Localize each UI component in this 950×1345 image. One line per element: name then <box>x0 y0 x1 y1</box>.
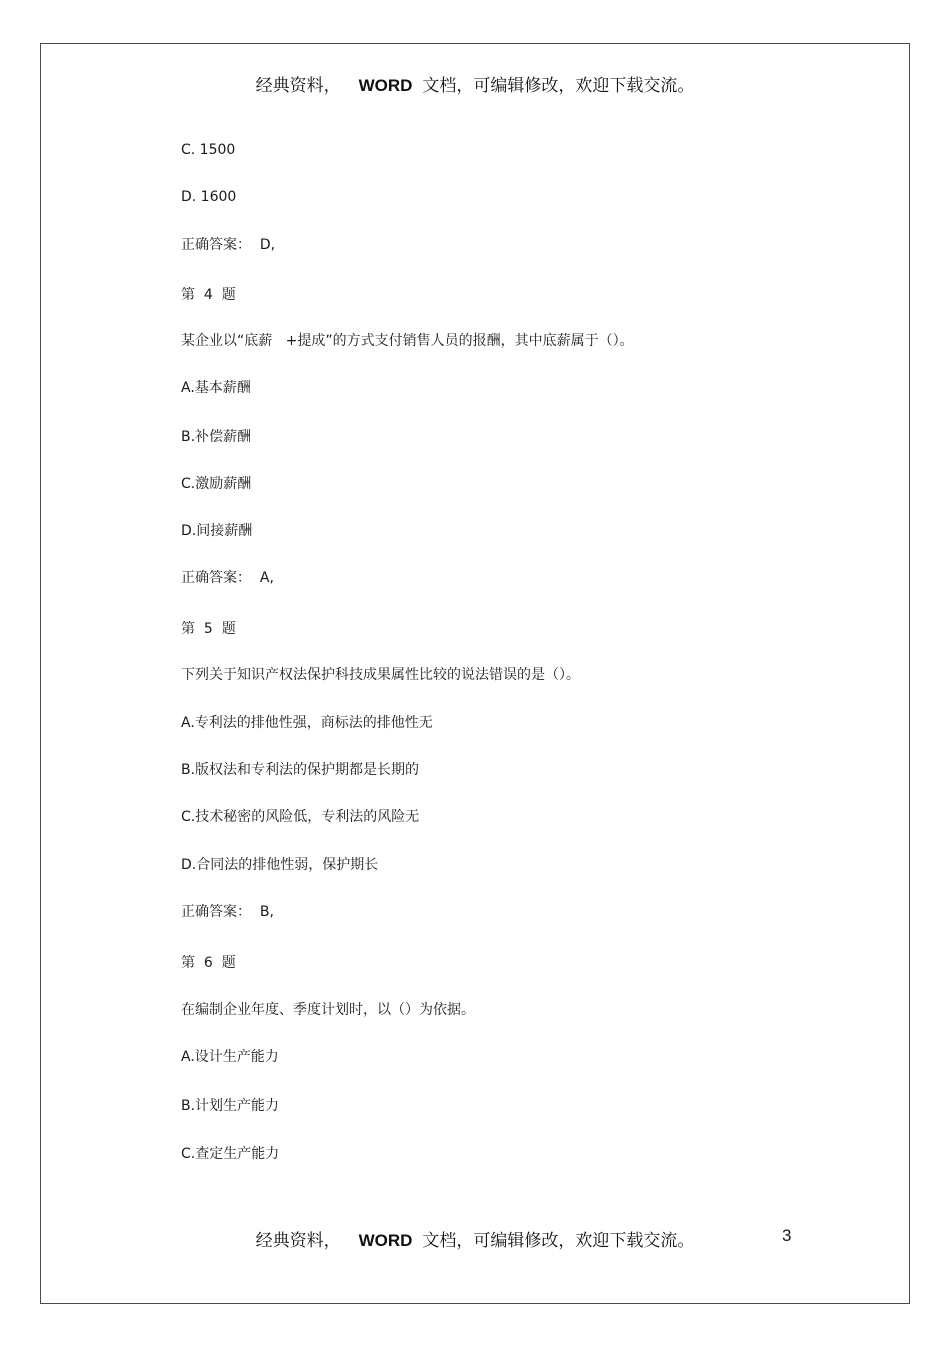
q3-option-d: D. 1600 <box>181 189 237 205</box>
footer-word: WORD <box>358 1231 413 1250</box>
q6-option-a: A.设计生产能力 <box>181 1049 279 1065</box>
header-suffix: 文档，可编辑修改，欢迎下载交流。 <box>422 76 695 96</box>
header-word: WORD <box>358 76 413 95</box>
q5-heading: 第 5 题 <box>181 621 236 637</box>
q5-answer: 正确答案： B, <box>181 904 274 920</box>
q3-option-c: C. 1500 <box>181 142 236 158</box>
page-footer <box>0 1226 950 1251</box>
q6-option-b: B.计划生产能力 <box>181 1098 280 1114</box>
q6-heading: 第 6 题 <box>181 955 236 971</box>
q6-option-c: C.查定生产能力 <box>181 1146 280 1162</box>
header-prefix: 经典资料， <box>255 76 341 96</box>
q4-heading: 第 4 题 <box>181 287 236 303</box>
q4-answer: 正确答案： A, <box>181 570 274 586</box>
q6-question: 在编制企业年度、季度计划时，以（）为依据。 <box>181 1002 475 1018</box>
footer-suffix: 文档，可编辑修改，欢迎下载交流。 <box>422 1231 695 1251</box>
q5-option-c: C.技术秘密的风险低，专利法的风险无 <box>181 809 420 825</box>
footer-prefix: 经典资料， <box>255 1231 341 1251</box>
q4-option-d: D.间接薪酬 <box>181 523 253 539</box>
q4-option-b: B.补偿薪酬 <box>181 429 252 445</box>
page-number: 3 <box>782 1226 792 1245</box>
q4-option-a: A.基本薪酬 <box>181 380 251 396</box>
q5-option-d: D.合同法的排他性弱，保护期长 <box>181 857 379 873</box>
page-header <box>0 71 950 96</box>
q3-answer: 正确答案： D, <box>181 237 276 253</box>
q5-question: 下列关于知识产权法保护科技成果属性比较的说法错误的是（）。 <box>181 667 580 683</box>
q5-option-b: B.版权法和专利法的保护期都是长期的 <box>181 762 420 778</box>
q5-option-a: A.专利法的排他性强，商标法的排他性无 <box>181 715 433 731</box>
q4-option-c: C.激励薪酬 <box>181 476 252 492</box>
q4-question: 某企业以“底薪 +提成”的方式支付销售人员的报酬，其中底薪属于（）。 <box>181 333 634 349</box>
